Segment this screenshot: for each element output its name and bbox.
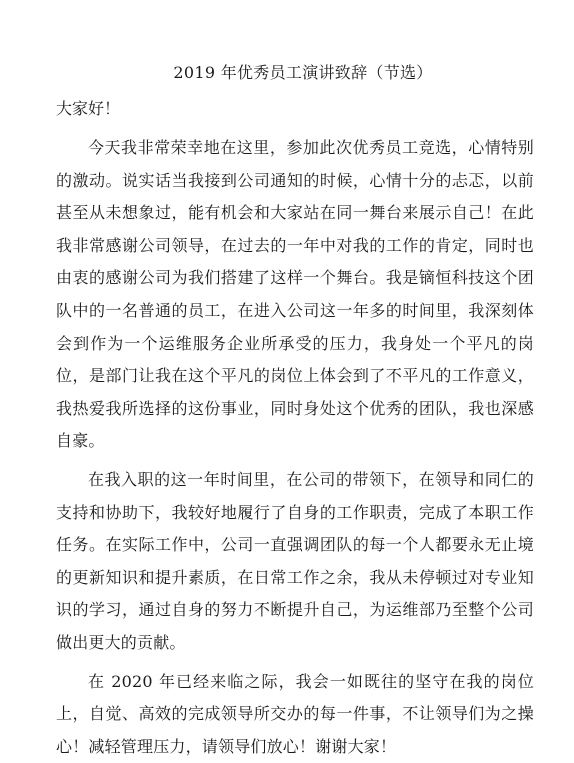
paragraph-3: 在 2020 年已经来临之际，我会一如既往的坚守在我的岗位上，自觉、高效的完成领导所交办的每一件事，不让领导们为之操心！减轻管理压力，请领导们放心！谢谢大家！	[56, 666, 534, 763]
paragraph-2: 在我入职的这一年时间里，在公司的带领下，在领导和同仁的支持和协助下，我较好地履行了自身的工作职责，完成了本职工作任务。在实际工作中，公司一直强调团队的每一个人都要永无止境的更新知识和提升素质，在日常工作之余，我从未停顿过对专业知识的学习，通过自身的努力不断提升自己，为运维部乃至整个公司做出更大的贡献。	[56, 464, 534, 660]
document-title: 2019 年优秀员工演讲致辞（节选）	[56, 62, 534, 84]
paragraph-1: 今天我非常荣幸地在这里，参加此次优秀员工竞选，心情特别的激动。说实话当我接到公司通知的时候，心情十分的忐忑，以前甚至从未想象过，能有机会和大家站在同一舞台来展示自己！在此我非常感谢公司领导，在过去的一年中对我的工作的肯定，同时也由衷的感谢公司为我们搭建了这样一个舞台。我是镝恒科技这个团队中的一名普通的员工，在进入公司这一年多的时间里，我深刻体会到作为一个运维服务企业所承受的压力，我身处一个平凡的岗位，是部门让我在这个平凡的岗位上体会到了不平凡的工作意义，我热爱我所选择的这份事业，同时身处这个优秀的团队，我也深感自豪。	[56, 132, 534, 458]
greeting-text: 大家好！	[56, 98, 534, 120]
